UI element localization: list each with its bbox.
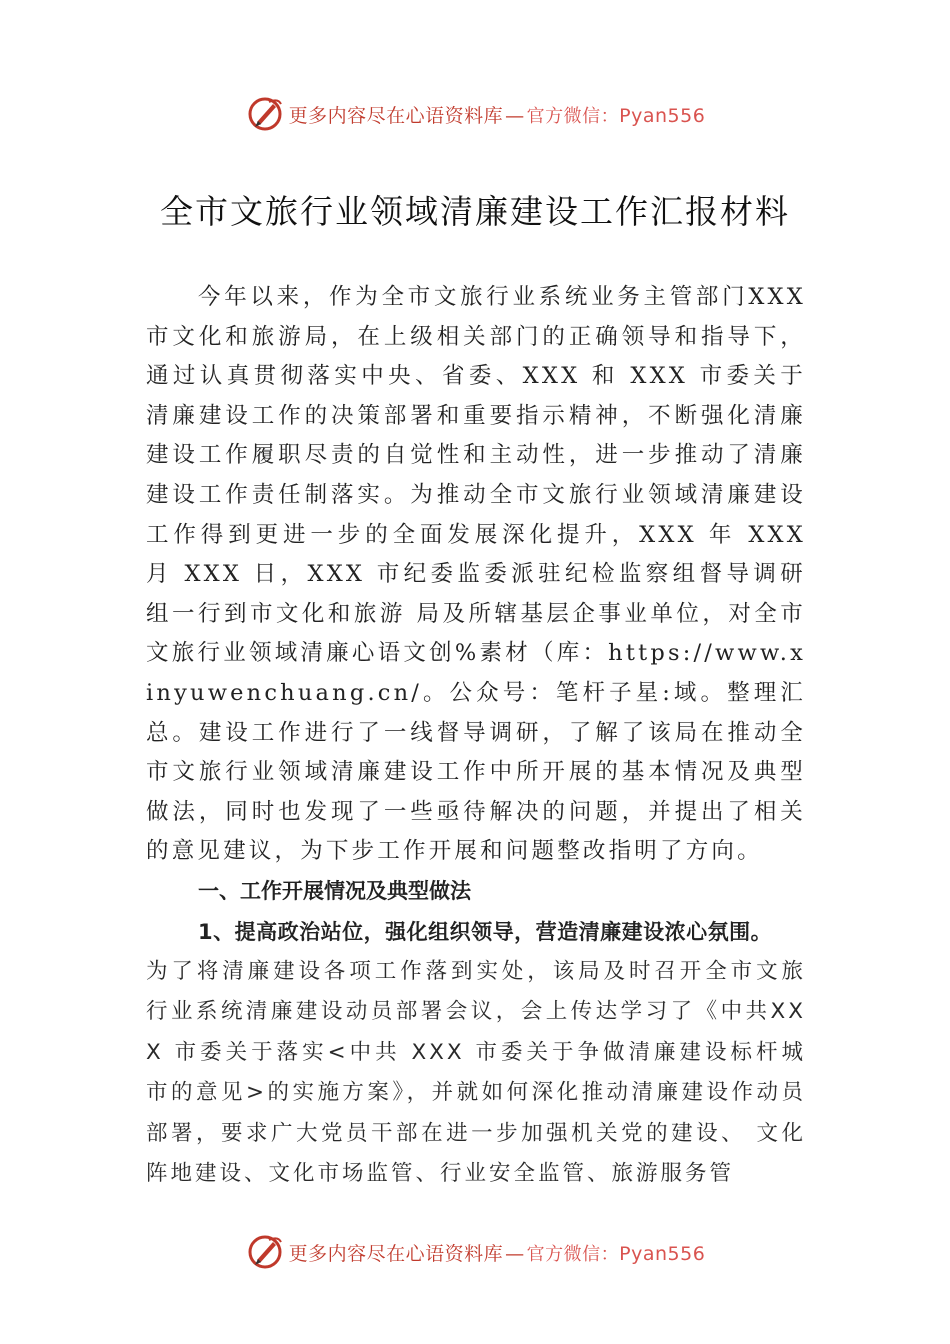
footer-banner xyxy=(0,1230,950,1274)
intro-paragraph: 今年以来，作为全市文旅行业系统业务主管部门XXX市文化和旅游局，在上级相关部门的正确领导和指导下，通过认真贯彻落实中央、省委、XXX 和 XXX 市委关于清廉建设工作的决策部署和重要指示精神，不断强化清廉建设工作履职尽责的自觉性和主动性，进一步推动了清廉建设工作责任制落实。为推动全市文旅行业领域清廉建设工作得到更进一步的全面发展深化提升，XXX 年 XXX 月 XXX 日，XXX 市纪委监委派驻纪检监察组督导调研组一行到市文化和旅游 局及所辖基层企事业单位，对全市文旅行业领域清廉心语文创%素材（库：https://www.xinyuwenchuang.cn/。公众号：笔杆子星:域。整理汇总。建设工作进行了一线督导调研，了解了该局在推动全市文旅行业领域清廉建设工作中所开展的基本情况及典型做法，同时也发现了一些亟待解决的问题，并提出了相关的意见建议，为下步工作开展和问题整改指明了方向。 xyxy=(146,284,806,865)
pen-logo-icon xyxy=(245,94,285,134)
subsection-heading-1: 1、提高政治站位，强化组织领导，营造清廉建设浓心氛围。 xyxy=(198,919,773,944)
banner-wechat-id: Pyan556 xyxy=(619,104,706,127)
banner-separator: — xyxy=(505,1242,525,1265)
pen-logo-icon xyxy=(245,1232,285,1272)
banner-separator: — xyxy=(505,104,525,127)
document-body xyxy=(146,278,806,1195)
banner-wechat-label: 官方微信： xyxy=(526,1243,620,1265)
section-heading-1: 一、工作开展情况及典型做法 xyxy=(198,878,471,903)
banner-label: 更多内容尽在心语资料库 xyxy=(288,1242,504,1265)
document-title: 全市文旅行业领域清廉建设工作汇报材料 xyxy=(160,192,790,231)
banner-wechat-label: 官方微信： xyxy=(526,105,620,127)
header-banner xyxy=(0,92,950,136)
banner-label: 更多内容尽在心语资料库 xyxy=(288,104,504,127)
subsection-1-body: 为了将清廉建设各项工作落到实处，该局及时召开全市文旅行业系统清廉建设动员部署会议，会上传达学习了《中共XXX 市委关于落实<中共 XXX 市委关于争做清廉建设标杆城市的意见>的实施方案》，并就如何深化推动清廉建设作动员部署，要求广大党员干部在进一步加强机关党的建设、 文化阵地建设、文化市场监管、行业安全监管、旅游服务管 xyxy=(146,958,806,1186)
banner-wechat-id: Pyan556 xyxy=(619,1242,706,1265)
